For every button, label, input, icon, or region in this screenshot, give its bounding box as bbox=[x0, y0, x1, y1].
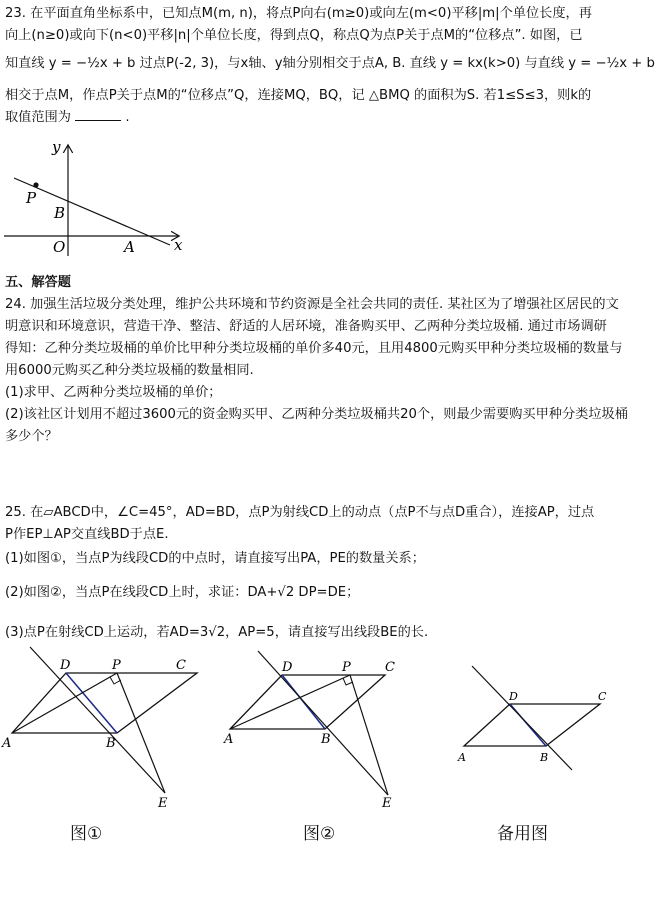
q24-line-3: 得知：乙种分类垃圾桶的单价比甲种分类垃圾桶的单价多40元，且用4800元购买甲种分类垃圾桶的数量与 bbox=[5, 341, 623, 356]
segment-pe bbox=[350, 675, 388, 795]
answer-blank bbox=[75, 108, 121, 121]
q24-line-6: (2)该社区计划用不超过3600元的资金购买甲、乙两种分类垃圾桶共20个，则最少需要购买甲种分类垃圾桶 bbox=[5, 407, 628, 422]
backup-figure bbox=[450, 660, 640, 780]
fig1-label-e: E bbox=[158, 796, 168, 810]
segment-pe bbox=[117, 673, 165, 793]
fig1-label-p: P bbox=[112, 658, 121, 673]
q25-line-1: 25. 在▱ABCD中，∠C=45°，AD=BD，点P为射线CD上的动点（点P不与点D重合），连接AP，过点 bbox=[5, 505, 595, 520]
fig2-label-b: B bbox=[321, 732, 331, 747]
q23-coordinate-figure bbox=[0, 138, 200, 263]
fig2-label-d: D bbox=[282, 660, 293, 675]
point-p bbox=[33, 182, 38, 187]
diagonal-bd bbox=[66, 673, 117, 733]
q25-line-3: (1)如图①，当点P为线段CD的中点时，请直接写出PA，PE的数量关系； bbox=[5, 551, 425, 566]
label-p: P bbox=[26, 189, 37, 207]
q23-line-4: 相交于点M，作点P关于点M的“位移点”Q，连接MQ，BQ，记 △BMQ 的面积为S. 若1≤S≤3，则k的 bbox=[5, 88, 592, 103]
label-b: B bbox=[54, 204, 66, 222]
figure-2 bbox=[222, 645, 422, 810]
fig2-label-c: C bbox=[385, 660, 395, 675]
x-axis-label: x bbox=[174, 236, 183, 254]
line-de bbox=[30, 647, 165, 793]
q24-line-4: 用6000元购买乙种分类垃圾桶的数量相同. bbox=[5, 363, 254, 378]
label-o: O bbox=[53, 238, 66, 256]
q23-line-3: 知直线 y = −½x + b 过点P(-2, 3)，与x轴、y轴分别相交于点A, B. 直线 y = kx(k>0) 与直线 y = −½x + b bbox=[5, 56, 655, 71]
q23-line-5 bbox=[5, 107, 130, 129]
fig3-label-a: A bbox=[458, 751, 466, 764]
fig1-caption: 图① bbox=[70, 824, 103, 844]
line-ab bbox=[14, 178, 170, 245]
fig2-label-a: A bbox=[224, 732, 234, 747]
fig3-caption: 备用图 bbox=[497, 824, 548, 844]
q25-line-4: (2)如图②，当点P在线段CD上时，求证：DA+√2 DP=DE； bbox=[5, 585, 360, 600]
fig3-label-c: C bbox=[598, 690, 607, 703]
fig3-label-d: D bbox=[509, 690, 518, 703]
label-a: A bbox=[124, 238, 135, 256]
q25-line-5: (3)点P在射线CD上运动，若AD=3√2，AP=5，请直接写出线段BE的长. bbox=[5, 625, 429, 640]
section-heading: 五、解答题 bbox=[5, 275, 71, 290]
fig1-label-c: C bbox=[176, 658, 186, 673]
parallelogram-abcd bbox=[230, 675, 385, 729]
segment-ap bbox=[230, 675, 350, 729]
fig3-label-b: B bbox=[540, 751, 549, 764]
y-axis-label: y bbox=[52, 138, 61, 156]
fig1-label-d: D bbox=[60, 658, 71, 673]
line-bd-extended bbox=[472, 666, 572, 770]
q24-line-2: 明意识和环境意识，营造干净、整洁、舒适的人居环境，准备购买甲、乙两种分类垃圾桶. 通过市场调研 bbox=[5, 319, 607, 334]
fig1-label-a: A bbox=[2, 736, 12, 751]
fig2-label-p: P bbox=[342, 660, 351, 675]
q23-range-prompt: 取值范围为 bbox=[5, 110, 71, 125]
fig2-caption: 图② bbox=[303, 824, 336, 844]
q23-line-1: 23. 在平面直角坐标系中，已知点M(m, n)，将点P向右(m≥0)或向左(m<0)平移|m|个单位长度，再 bbox=[5, 6, 592, 21]
q24-line-7: 多少个？ bbox=[5, 429, 58, 444]
q25-line-2: P作EP⊥AP交直线BD于点E. bbox=[5, 527, 169, 542]
parallelogram-abcd bbox=[12, 673, 197, 733]
figure-1 bbox=[0, 645, 215, 810]
q24-line-5: (1)求甲、乙两种分类垃圾桶的单价； bbox=[5, 385, 222, 400]
q23-line-2: 向上(n≥0)或向下(n<0)平移|n|个单位长度，得到点Q，称点Q为点P关于点M的“位移点”. 如图，已 bbox=[5, 28, 583, 43]
fig2-label-e: E bbox=[382, 796, 392, 810]
q24-line-1: 24. 加强生活垃圾分类处理，维护公共环境和节约资源是全社会共同的责任. 某社区为了增强社区居民的文 bbox=[5, 297, 619, 312]
fig1-label-b: B bbox=[106, 736, 116, 751]
q23-period: . bbox=[125, 110, 130, 125]
parallelogram-abcd bbox=[464, 704, 600, 746]
line-de bbox=[258, 651, 388, 795]
